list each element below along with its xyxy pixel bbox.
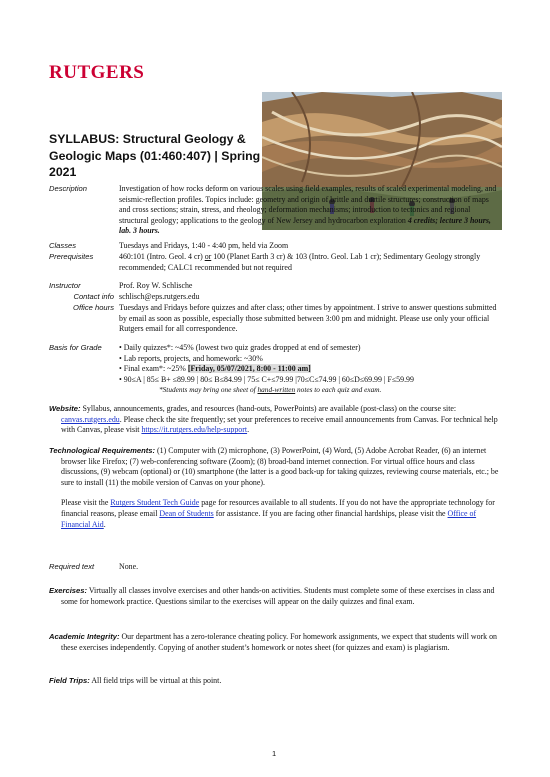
office-label: Office hours <box>73 303 114 312</box>
tech-label: Technological Requirements: <box>49 446 156 455</box>
financial-aid-link[interactable]: Office of Financial Aid <box>61 508 477 529</box>
required-text-row <box>49 562 502 573</box>
classes-label: Classes <box>49 241 77 250</box>
help-support-link[interactable]: https://it.rutgers.edu/help-support <box>141 425 248 435</box>
student-tech-guide-link[interactable]: Rutgers Student Tech Guide <box>110 498 200 508</box>
classes-value: Tuesdays and Fridays, 1:40 - 4:40 pm, held via Zoom <box>119 241 289 250</box>
website-label: Website: <box>49 404 81 413</box>
exercises-section: Exercises: Virtually all classes involve exercises and other hands-on activities. Students must complete some of these exercises in class and some for homework practice. Questions similar to the exercises will appear on the daily quizzes and final exam. <box>49 586 495 606</box>
prereq-value: 460:101 (Intro. Geol. 4 cr) or 100 (Planet Earth 3 cr) & 103 (Intro. Geol. Lab 1 cr); Sedimentary Geology strongly recommended; CALC1 recommended but not required <box>119 252 481 272</box>
description-label: Description <box>49 184 87 193</box>
credits-text: 4 credits; lecture 3 hours, lab. 3 hours. <box>119 215 491 236</box>
notes-sheet-note: *Students may bring one sheet of hand-written notes to each quiz and exam. <box>159 385 382 395</box>
required-text-label: Required text <box>49 562 95 571</box>
tech-section: Technological Requirements: (1) Computer with (2) microphone, (3) PowerPoint, (4) Word, (5) Adobe Acrobat Reader, (6) an internet browser like Firefox; (7) web-conferencing software (Zoom); (8) broad-band internet connection. For virtual office hours and class discussions, (9) webcam (optional) or (10) smartphone (the latter is a good back-up for taking quizzes, reviewing course materials, etc.; be sure to install (11) the mobile version of Canvas on your phone). Please visit the Rutgers Student Tech Guide page for resources available to all students. If you do not have the appropriate technology for financial reasons, please email Dean of Students for assistance. If you are facing other financial hardships, please visit the Office of Financial Aid. <box>49 446 502 530</box>
description-value: Investigation of how rocks deform on various scales using field examples, results of scaled experimental modeling, and seismic-reflection profiles. Topics include: geometry and origin of brittle and ductile structures; construction of maps and cross sections; strain, stress, and rheology; deformation mechanisms; introduction to tectonics and regional structural geology; applications to the geology of New Jersey and hydrocarbon exploration 4 credits; lecture 3 hours, lab. 3 hours. <box>119 184 497 236</box>
grade-item-labs: • Lab reports, projects, and homework: ~30% <box>119 353 263 363</box>
contact-email: schlisch@eps.rutgers.edu <box>119 292 200 301</box>
instructor-row <box>49 281 502 292</box>
title-course: Structural Geology & Geologic Maps (01:460:407) | Spring 2021 <box>49 132 261 179</box>
contact-label: Contact info <box>73 292 114 301</box>
rutgers-logo: RUTGERS <box>49 62 145 83</box>
required-text-value: None. <box>119 562 139 571</box>
field-trips-label: Field Trips: <box>49 676 90 685</box>
tech-resources-paragraph: Please visit the Rutgers Student Tech Guide page for resources available to all students. If you do not have the appropriate technology for financial reasons, please email Dean of Students for assistance. If you are facing other financial hardships, please visit the Office of Financial Aid. <box>61 498 495 529</box>
grade-item-quizzes: • Daily quizzes*: ~45% (lowest two quiz grades dropped at end of semester) <box>119 343 361 352</box>
description-row <box>49 184 502 237</box>
office-row <box>49 303 502 335</box>
grading-value <box>119 343 502 396</box>
final-exam-date: [Friday, 05/07/2021, 8:00 - 11:00 am] <box>187 364 311 374</box>
exercises-label: Exercises: <box>49 586 87 595</box>
grading-row <box>49 343 502 396</box>
title-lead: SYLLABUS: <box>49 132 120 146</box>
grade-item-final: • Final exam*: ~25% [Friday, 05/07/2021, 8:00 - 11:00 am] <box>119 364 311 374</box>
grading-label: Basis for Grade <box>49 343 102 352</box>
prereq-label: Prerequisites <box>49 252 94 261</box>
field-trips-section: Field Trips: All field trips will be virtual at this point. <box>49 676 222 685</box>
page-number: 1 <box>272 749 277 758</box>
page-title <box>49 131 264 181</box>
integrity-section: Academic Integrity: Our department has a zero-tolerance cheating policy. For homework assignments, we expect that students will work on these exercises independently. Copying of another student’s homework or notes sheet (for quizzes and exam) is plagiarism. <box>49 632 497 652</box>
instructor-value: Prof. Roy W. Schlische <box>119 281 193 290</box>
instructor-label: Instructor <box>49 281 81 290</box>
grade-scale: • 90≤A | 85≤ B+ ≤89.99 | 80≤ B≤84.99 | 75≤ C+≤79.99 |70≤C≤74.99 | 60≤D≤69.99 | F≤59.99 <box>119 374 414 384</box>
prereq-row <box>49 252 502 273</box>
website-section: Website: Syllabus, announcements, grades, and resources (hand-outs, PowerPoints) are available (post-class) on the course site: canvas.rutgers.edu. Please check the site frequently; set your preferences to receive email announcements from Canvas. For technical help with Canvas, please visit https://it.rutgers.edu/help-support. <box>49 404 498 435</box>
integrity-label: Academic Integrity: <box>49 632 120 641</box>
dean-of-students-link[interactable]: Dean of Students <box>159 508 214 518</box>
classes-row <box>49 241 502 252</box>
contact-row <box>49 292 502 303</box>
canvas-link[interactable]: canvas.rutgers.edu <box>61 414 120 424</box>
office-value: Tuesdays and Fridays before quizzes and after class; other times by appointment. I strive to answer questions submitted by email as soon as possible, especially those submitted between 3:00 pm and midnight. Please use only your official Rutgers email for all correspondence. <box>119 303 497 334</box>
